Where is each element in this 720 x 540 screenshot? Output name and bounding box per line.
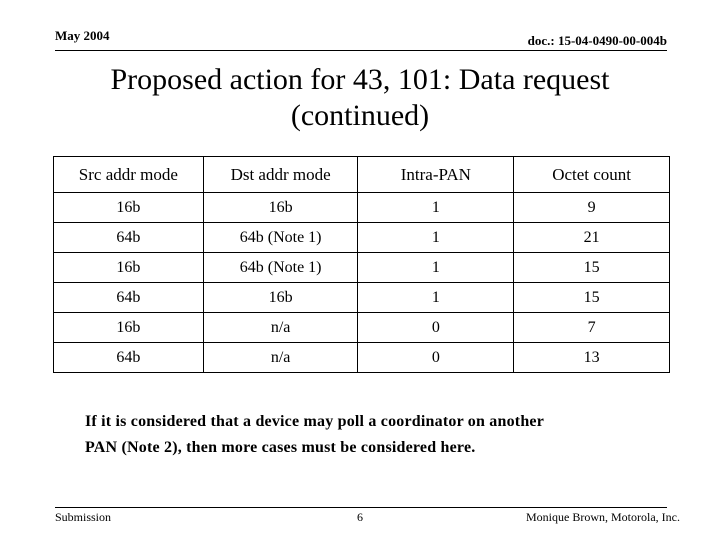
table-cell: 13 [514,343,670,373]
table-cell: 15 [514,253,670,283]
slide-title [40,62,680,134]
slide-title-line-2: (continued) [290,99,430,132]
table-cell: 1 [358,283,514,313]
table-cell: 9 [514,193,670,223]
table-cell: 0 [358,343,514,373]
table-cell: 1 [358,193,514,223]
table-cell: 21 [514,223,670,253]
slide-title-line-1: Proposed action for 43, 101: Data request [110,63,610,96]
column-header-intra-pan: Intra-PAN [358,157,514,193]
table-cell: 64b (Note 1) [203,223,358,253]
table-cell: 15 [514,283,670,313]
column-header-octet-count: Octet count [514,157,670,193]
table-cell: 16b [54,193,204,223]
note-line-2: PAN (Note 2), then more cases must be considered here. [85,439,476,456]
table-cell: 16b [203,283,358,313]
header-divider [55,50,667,51]
footer-divider [55,507,667,508]
footer-author: Monique Brown, Motorola, Inc. [526,510,680,524]
table-cell: 64b [54,223,204,253]
table-cell: 1 [358,223,514,253]
table-cell: 16b [54,253,204,283]
table-cell: 0 [358,313,514,343]
footer-submission: Submission [55,510,112,524]
table-header-row [54,157,670,193]
table-cell: 1 [358,253,514,283]
column-header-src-addr-mode: Src addr mode [54,157,204,193]
note-line-1: If it is considered that a device may poll a coordinator on another [85,413,545,430]
footer-page-number: 6 [357,510,363,524]
table-cell: 7 [514,313,670,343]
table-row [54,313,670,343]
table-cell: 64b [54,343,204,373]
table-row [54,343,670,373]
table-row [54,253,670,283]
table-cell: 64b (Note 1) [203,253,358,283]
table-cell: 16b [203,193,358,223]
data-request-table [53,156,670,373]
table-row [54,223,670,253]
table-cell: 64b [54,283,204,313]
table-cell: n/a [203,313,358,343]
table-row [54,193,670,223]
column-header-dst-addr-mode: Dst addr mode [203,157,358,193]
table-row [54,283,670,313]
note-paragraph [85,409,685,461]
table-cell: n/a [203,343,358,373]
table-cell: 16b [54,313,204,343]
header-date: May 2004 [55,28,110,43]
header-doc-id: doc.: 15-04-0490-00-004b [527,33,667,48]
